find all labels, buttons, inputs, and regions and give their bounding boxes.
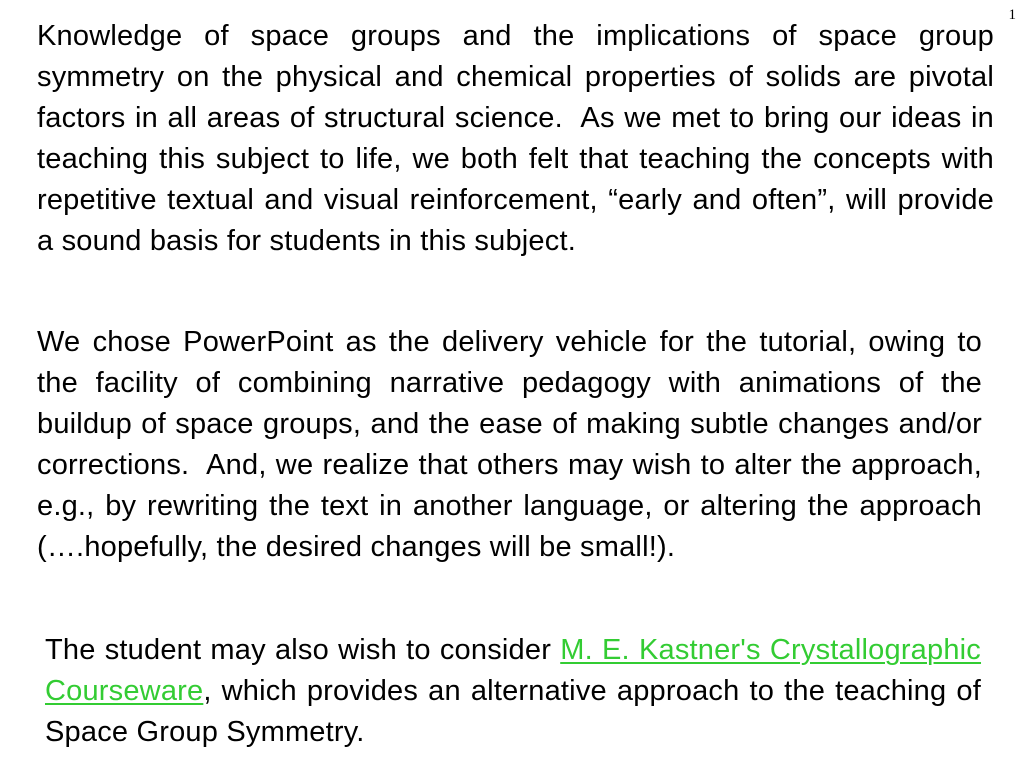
paragraph-intro: Knowledge of space groups and the implications of space group symmetry on the physical and chemical properties of solids are pivotal factors in all areas of structural science. As we met to bring our ideas in teaching this subject to life, we both felt that teaching the concepts with repetitive textual and visual reinforcement, “early and often”, will provide a sound basis for students in this subject. — [37, 20, 994, 257]
paragraph-courseware-tail: , which provides an alternative approach to the teaching of Space Group Symmetry. — [45, 675, 981, 748]
page-number: 1 — [1008, 7, 1016, 23]
paragraph-powerpoint: We chose PowerPoint as the delivery vehicle for the tutorial, owing to the facility of combining narrative pedagogy with animations of the buildup of space groups, and the ease of making subtle changes and/or corrections. And, we realize that others may wish to alter the approach, e.g., by rewriting the text in another language, or altering the approach (….hopefully, the desired changes will be small!). — [37, 326, 982, 563]
kastner-courseware-link[interactable]: M. E. Kastner's Crystallographic Courseware — [45, 634, 982, 707]
paragraph-courseware-lead: The student may also wish to consider — [45, 634, 561, 666]
paragraph-courseware — [45, 630, 981, 753]
